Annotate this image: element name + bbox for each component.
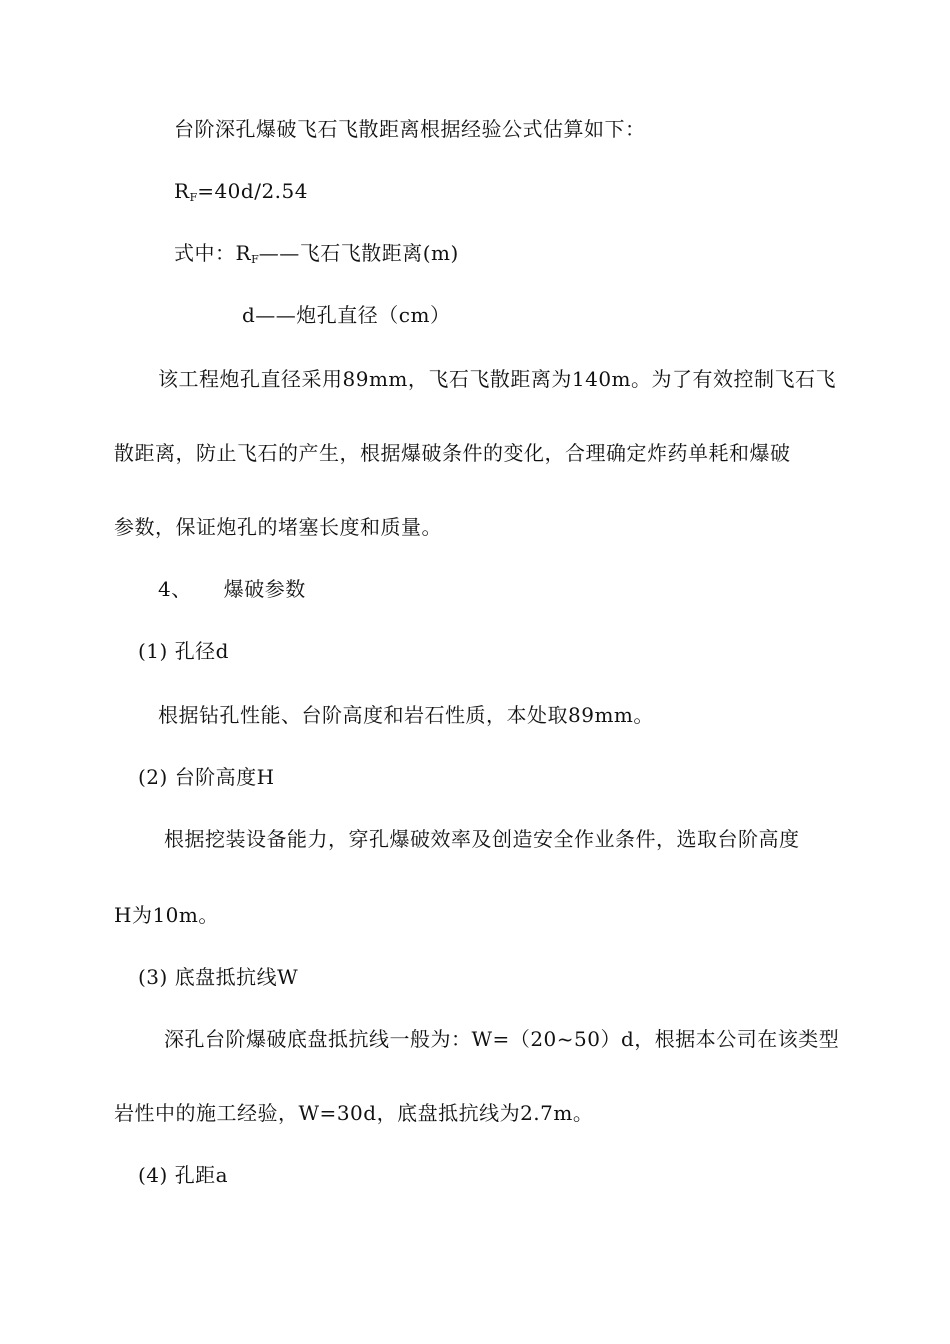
item2-title: (2) 台阶高度H [138,765,275,789]
where-prefix: 式中： [174,241,236,265]
item3-body-line1: 深孔台阶爆破底盘抵抗线一般为：W=（20~50）d，根据本公司在该类型 [164,1027,840,1051]
item1-body: 根据钻孔性能、台阶高度和岩石性质，本处取89mm。 [158,703,654,727]
formula-subscript: F [189,191,198,204]
formula-line [174,178,308,211]
formula-symbol: R [174,179,190,203]
item2-body-line1: 根据挖装设备能力，穿孔爆破效率及创造安全作业条件，选取台阶高度 [164,827,800,851]
section-title: 爆破参数 [223,577,306,601]
section-number: 4、 [158,577,192,601]
section-heading [158,576,306,602]
where-line [174,240,459,273]
where-desc: ——飞石飞散距离(m) [258,241,459,265]
para1-line1: 该工程炮孔直径采用89mm，飞石飞散距离为140m。为了有效控制飞石飞 [158,367,837,391]
item3-body-line2: 岩性中的施工经验，W=30d，底盘抵抗线为2.7m。 [114,1101,594,1125]
item3-title: (3) 底盘抵抗线W [138,965,299,989]
item1-title: (1) 孔径d [138,639,229,663]
para1-line2: 散距离，防止飞石的产生，根据爆破条件的变化，合理确定炸药单耗和爆破 [114,441,791,465]
d-definition: d——炮孔直径（cm） [242,303,451,327]
intro-text: 台阶深孔爆破飞石飞散距离根据经验公式估算如下： [174,117,646,141]
para1-line3: 参数，保证炮孔的堵塞长度和质量。 [114,515,442,539]
where-subscript: F [251,253,259,266]
formula-rhs: =40d/2.54 [197,179,308,203]
item4-title: (4) 孔距a [138,1163,229,1187]
where-symbol: R [235,241,252,265]
item2-body-line2: H为10m。 [114,903,219,927]
